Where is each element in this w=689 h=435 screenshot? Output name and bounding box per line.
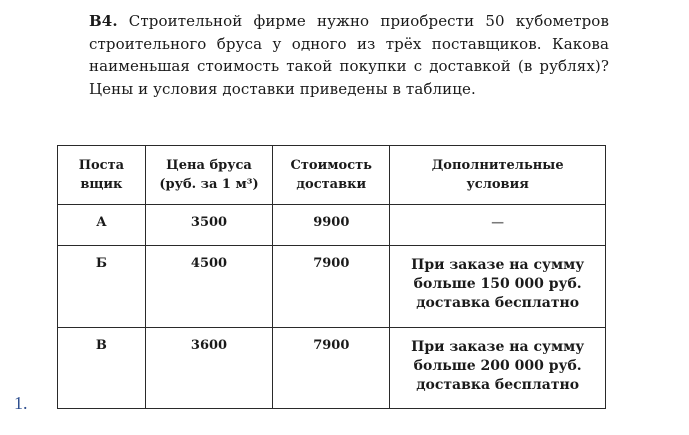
header-delivery: Стоимость доставки — [273, 146, 390, 205]
cell-conditions: — — [390, 205, 606, 246]
cell-supplier: А — [58, 205, 146, 246]
problem-text: Строительной фирме нужно приобрести 50 кубометров строительного бруса у одного из трёх поставщиков. Какова наименьшая стоимость такой покупки с доставкой (в рублях)? Цены и условия доставки приведены в таблице. — [89, 12, 609, 98]
cell-conditions: При заказе на сумму больше 200 000 руб. доставка бесплатно — [390, 328, 606, 409]
cell-price: 3600 — [145, 328, 272, 409]
cell-delivery: 9900 — [273, 205, 390, 246]
table-header-row — [58, 146, 606, 205]
cell-conditions: При заказе на сумму больше 150 000 руб. доставка бесплатно — [390, 246, 606, 328]
supplier-table — [57, 145, 606, 409]
table-row — [58, 328, 606, 409]
cell-price: 4500 — [145, 246, 272, 328]
table-row — [58, 246, 606, 328]
table-row — [58, 205, 606, 246]
problem-label: B4. — [89, 12, 118, 30]
cell-price: 3500 — [145, 205, 272, 246]
cell-delivery: 7900 — [273, 246, 390, 328]
header-conditions: Дополнительные условия — [390, 146, 606, 205]
header-supplier: Поставщик — [58, 146, 146, 205]
cell-delivery: 7900 — [273, 328, 390, 409]
problem-statement — [89, 10, 609, 100]
cell-supplier: Б — [58, 246, 146, 328]
header-price: Цена бруса (руб. за 1 м³) — [145, 146, 272, 205]
item-number: 1. — [14, 393, 28, 413]
cell-supplier: В — [58, 328, 146, 409]
